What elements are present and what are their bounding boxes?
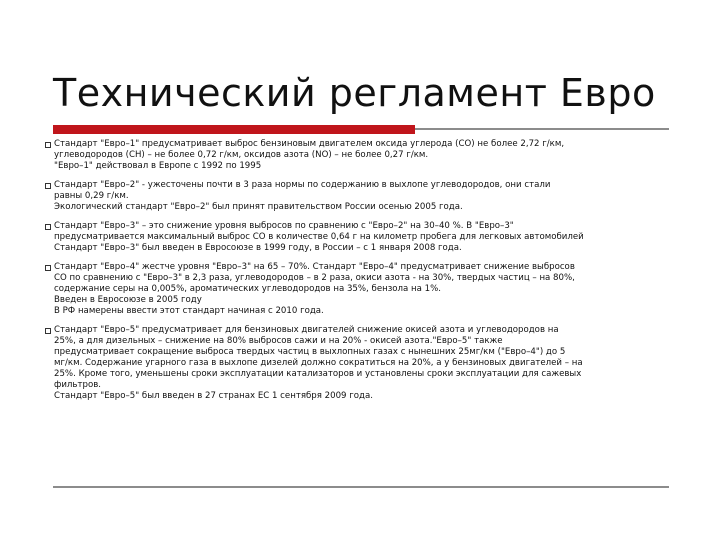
text-line: предусматривается максимальный выброс CO в количестве 0,64 г на километр пробега для легковых автомобилей (54, 232, 584, 242)
text-line: "Евро–1" действовал в Европе с 1992 по 1995 (54, 161, 262, 171)
bullet-item-euro-4 (45, 262, 669, 317)
hollow-square-bullet-icon (45, 224, 51, 230)
text-line: содержание серы на 0,005%, ароматических углеводородов на 35%, бензола на 1%. (54, 284, 442, 294)
text-line: Стандарт "Евро–2" - ужесточены почти в 3 раза нормы по содержанию в выхлопе углеводородов, они стали (54, 180, 551, 190)
hollow-square-bullet-icon (45, 265, 51, 271)
slide-body (45, 139, 669, 410)
text-line: мг/км. Содержание угарного газа в выхлопе дизелей должно сократиться на 20%, а у бензиновых двигателей – на (54, 358, 583, 368)
text-line: Стандарт "Евро–4" жестче уровня "Евро–3" на 65 – 70%. Стандарт "Евро–4" предусматривает снижение выбросов (54, 262, 575, 272)
text-line: Стандарт "Евро–1" предусматривает выброс бензиновым двигателем оксида углерода (СО) не более 2,72 г/км, (54, 139, 565, 149)
text-line: 25%, а для дизельных – снижение на 80% выбросов сажи и на 20% - окисей азота."Евро–5" также (54, 336, 503, 346)
hollow-square-bullet-icon (45, 183, 51, 189)
text-line: Стандарт "Евро–5" был введен в 27 странах ЕС 1 сентября 2009 года. (54, 391, 373, 401)
bullet-item-euro-5 (45, 325, 669, 402)
hollow-square-bullet-icon (45, 142, 51, 148)
text-line: В РФ намерены ввести этот стандарт начиная с 2010 года. (54, 306, 324, 316)
text-line: предусматривает сокращение выброса твердых частиц в выхлопных газах с нынешних 25мг/км ("Евро–4") до 5 (54, 347, 566, 357)
bullet-item-euro-1 (45, 139, 669, 172)
slide-title: Технический регламент Евро (53, 71, 656, 115)
text-line: фильтров. (54, 380, 102, 390)
text-line: СО по сравнению с "Евро–3" в 2,3 раза, углеводородов – в 2 раза, окиси азота - на 30%, твердых частиц – на 80%, (54, 273, 575, 283)
text-line: Экологический стандарт "Евро–2" был принят правительством России осенью 2005 года. (54, 202, 463, 212)
text-line: углеводородов (CH) – не более 0,72 г/км, оксидов азота (NO) – не более 0,27 г/км. (54, 150, 429, 160)
hollow-square-bullet-icon (45, 328, 51, 334)
text-line: Стандарт "Евро–5" предусматривает для бензиновых двигателей снижение окисей азота и углеводородов на (54, 325, 559, 335)
bullet-item-euro-2 (45, 180, 669, 213)
text-line: 25%. Кроме того, уменьшены сроки эксплуатации катализаторов и установлены сроки эксплуатации для сажевых (54, 369, 582, 379)
footer-divider-line (53, 486, 669, 488)
text-line: Стандарт "Евро–3" был введен в Евросоюзе в 1999 году, в России – с 1 января 2008 года. (54, 243, 462, 253)
text-line: равны 0,29 г/км. (54, 191, 129, 201)
text-line: Введен в Евросоюзе в 2005 году (54, 295, 202, 305)
title-divider-line (415, 128, 669, 130)
title-accent-bar (53, 125, 415, 134)
text-line: Стандарт "Евро–3" – это снижение уровня выбросов по сравнению с "Евро–2" на 30–40 %. В "Евро–3" (54, 221, 514, 231)
bullet-item-euro-3 (45, 221, 669, 254)
